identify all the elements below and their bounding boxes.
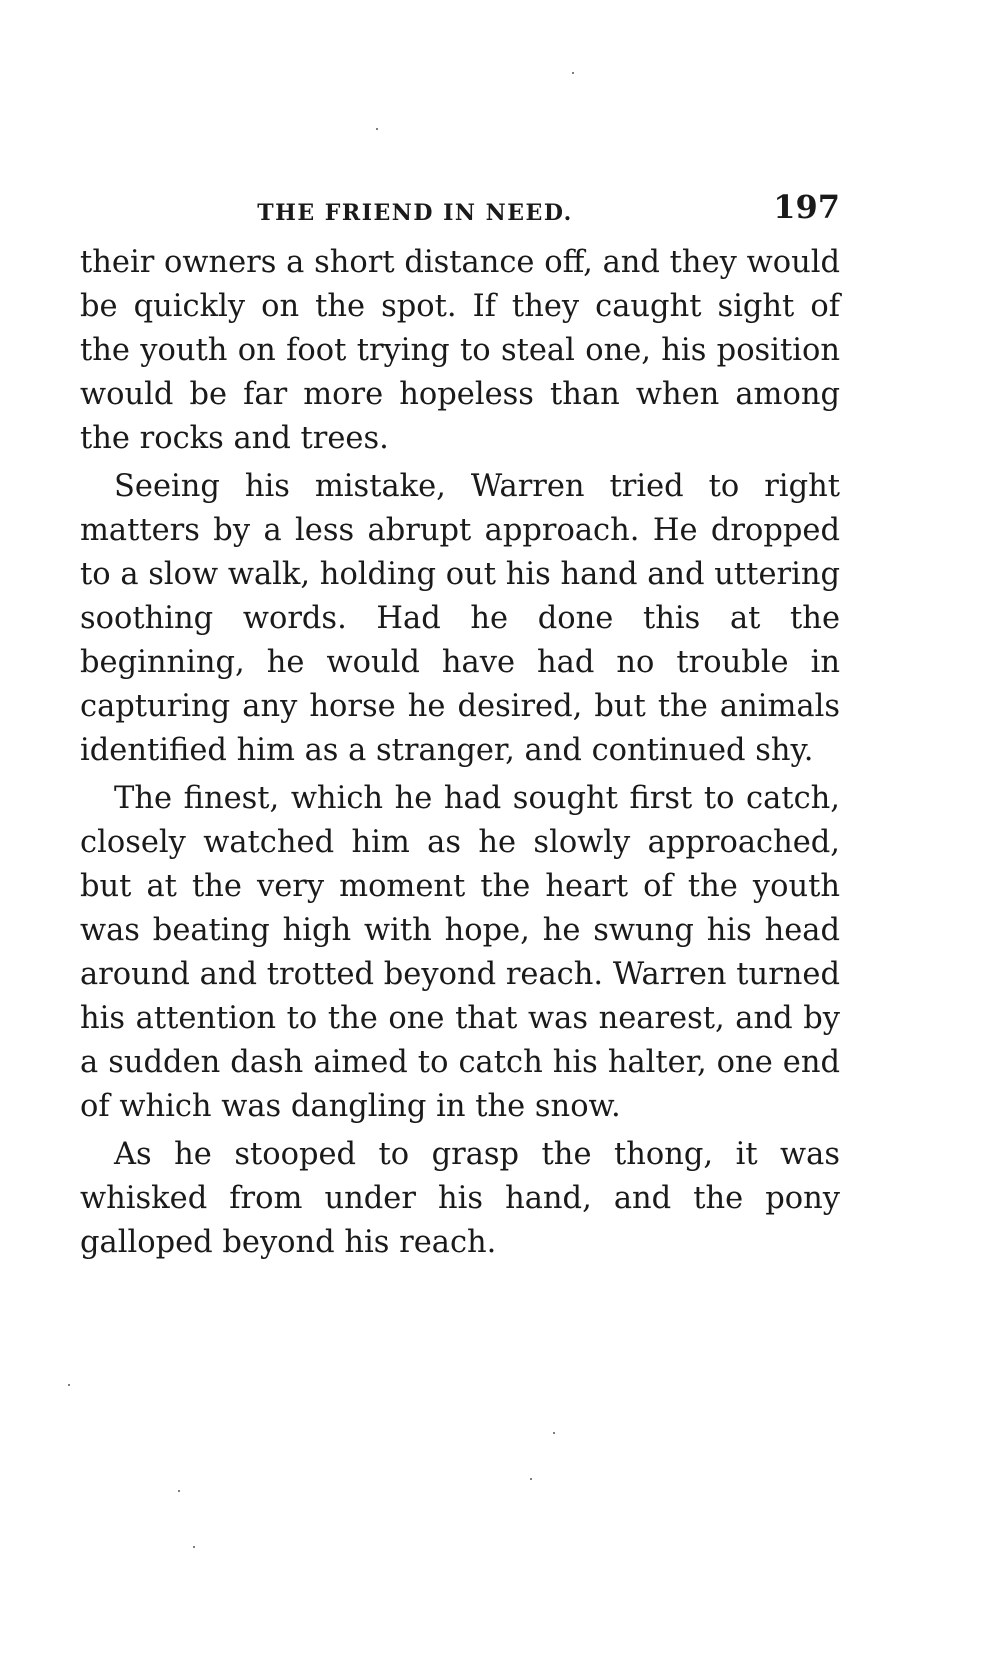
scan-speck xyxy=(530,1478,532,1480)
scan-speck xyxy=(376,128,378,130)
running-title: THE FRIEND IN NEED. xyxy=(257,200,573,226)
scan-speck xyxy=(178,1490,180,1492)
scan-speck xyxy=(572,72,574,74)
paragraph-3: The finest, which he had sought first to catch, closely watched him as he slowly approached, but at the very moment the heart of the youth was beating high with hope, he swung his head around and trotted beyond reach. Warren turned his attention to the one that was nearest, and by a sudden dash aimed to catch his halter, one end of which was dangling in the snow. xyxy=(80,781,840,1124)
running-header xyxy=(80,188,840,228)
paragraph-4: As he stooped to grasp the thong, it was whisked from under his hand, and the pony galloped beyond his reach. xyxy=(80,1137,840,1260)
paragraph-1: their owners a short distance off, and they would be quickly on the spot. If they caught sight of the youth on foot trying to steal one, his position would be far more hopeless than when among the rocks and trees. xyxy=(80,245,840,456)
scan-speck xyxy=(68,1384,70,1386)
paragraph-2: Seeing his mistake, Warren tried to right matters by a less abrupt approach. He dropped to a slow walk, holding out his hand and uttering soothing words. Had he done this at the beginning, he would have had no trouble in capturing any horse he desired, but the animals identified him as a stranger, and continued shy. xyxy=(80,469,840,768)
body-text xyxy=(80,241,840,1269)
scan-speck xyxy=(193,1546,195,1548)
page-number: 197 xyxy=(773,188,840,226)
scan-speck xyxy=(553,1432,555,1434)
